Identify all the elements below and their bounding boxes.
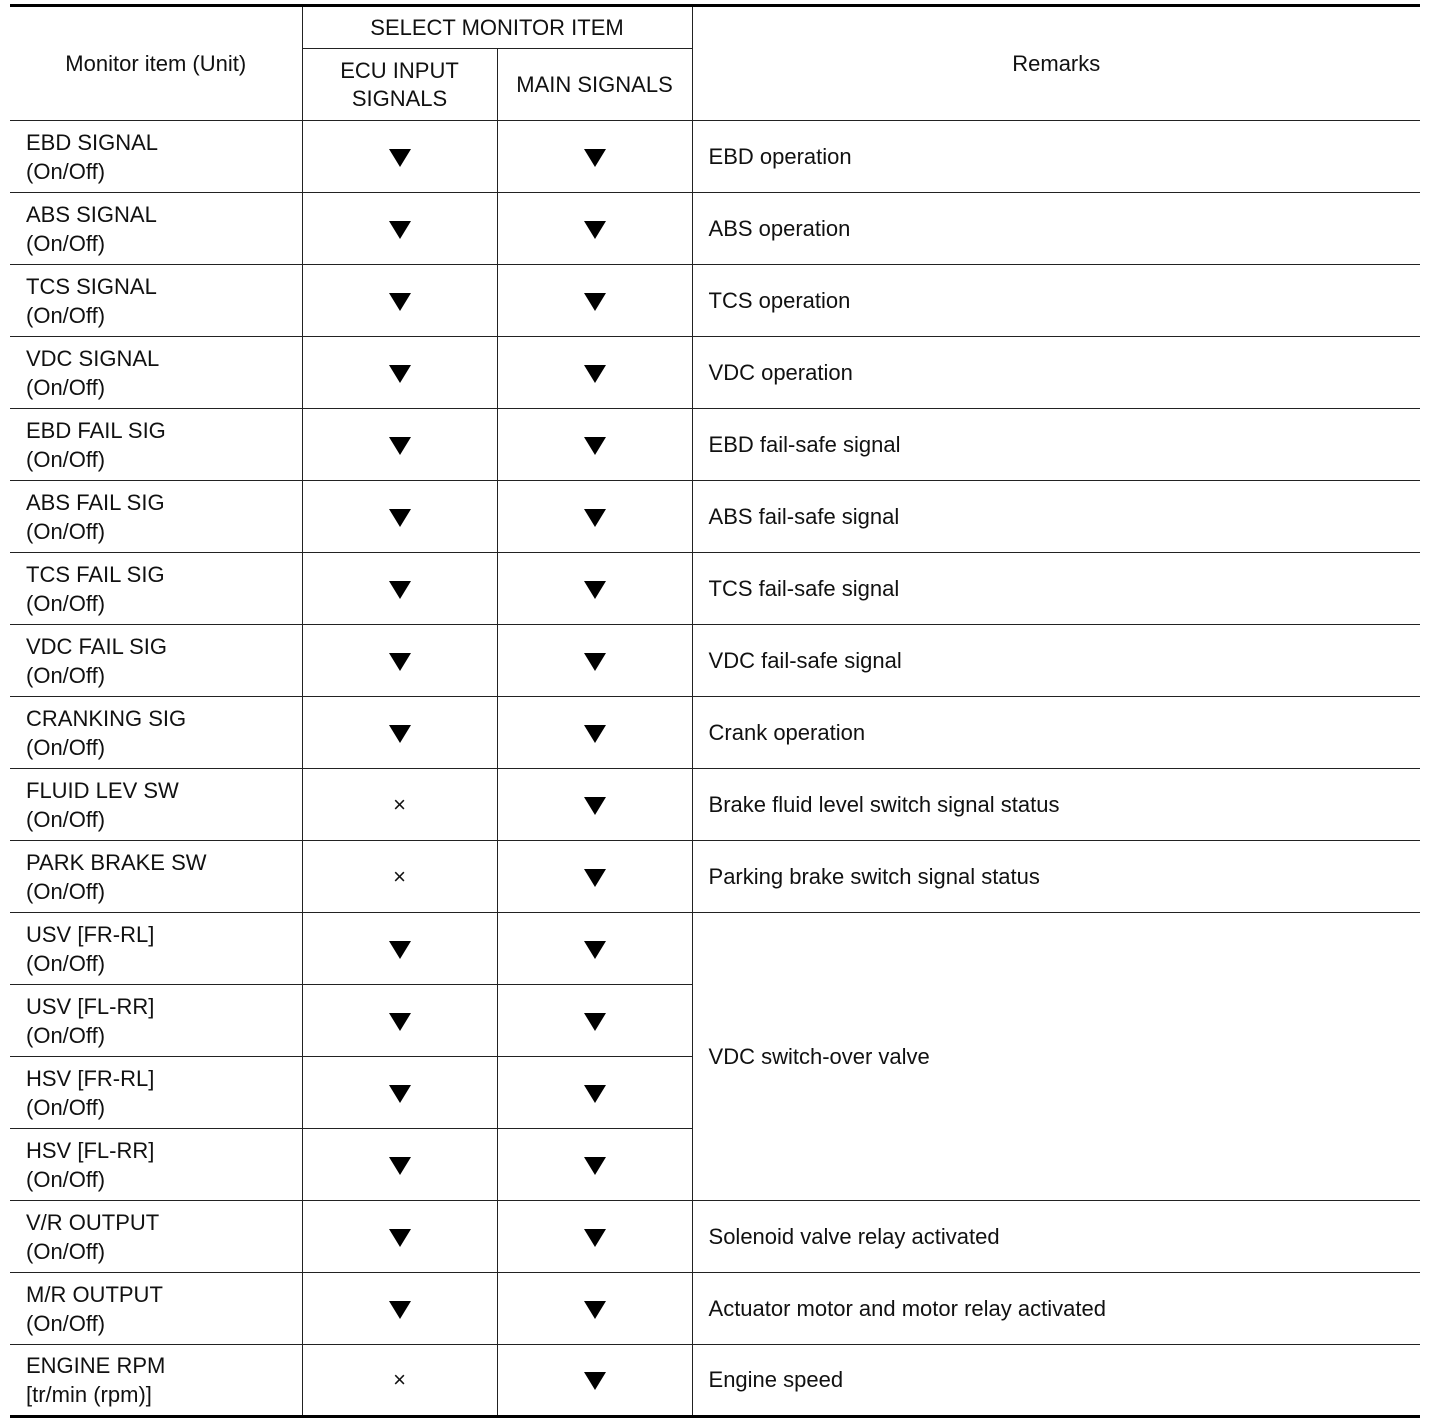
monitor-item-table bbox=[10, 4, 1420, 1418]
monitor-item-name: EBD SIGNAL bbox=[26, 129, 159, 155]
main-signals-cell bbox=[497, 1129, 692, 1201]
monitor-item-unit: (On/Off) bbox=[26, 518, 106, 544]
selected-triangle-icon bbox=[389, 293, 411, 311]
main-signals-cell bbox=[497, 1273, 692, 1345]
main-signals-cell bbox=[497, 265, 692, 337]
ecu-input-signals-cell bbox=[302, 1273, 497, 1345]
selected-triangle-icon bbox=[389, 1085, 411, 1103]
monitor-item-cell bbox=[10, 769, 302, 841]
monitor-item-cell bbox=[10, 1201, 302, 1273]
ecu-input-signals-cell bbox=[302, 841, 497, 913]
monitor-item-name: TCS SIGNAL bbox=[26, 273, 157, 299]
selected-triangle-icon bbox=[389, 725, 411, 743]
header-monitor-item: Monitor item (Unit) bbox=[10, 6, 302, 121]
main-signals-cell bbox=[497, 1201, 692, 1273]
monitor-item-cell bbox=[10, 1057, 302, 1129]
selected-triangle-icon bbox=[389, 941, 411, 959]
monitor-item-cell bbox=[10, 1129, 302, 1201]
remarks-cell: Solenoid valve relay activated bbox=[692, 1201, 1420, 1273]
monitor-item-name: V/R OUTPUT bbox=[26, 1209, 160, 1235]
monitor-item-cell bbox=[10, 481, 302, 553]
ecu-input-signals-cell bbox=[302, 697, 497, 769]
selected-triangle-icon bbox=[584, 293, 606, 311]
header-main-signals: MAIN SIGNALS bbox=[497, 49, 692, 121]
main-signals-cell bbox=[497, 913, 692, 985]
table-row bbox=[10, 1201, 1420, 1273]
main-signals-cell bbox=[497, 1057, 692, 1129]
monitor-item-cell bbox=[10, 553, 302, 625]
selected-triangle-icon bbox=[584, 797, 606, 815]
selected-triangle-icon bbox=[389, 509, 411, 527]
remarks-cell: Brake fluid level switch signal status bbox=[692, 769, 1420, 841]
selected-triangle-icon bbox=[389, 1157, 411, 1175]
ecu-input-signals-cell bbox=[302, 481, 497, 553]
selected-triangle-icon bbox=[584, 941, 606, 959]
table-row bbox=[10, 193, 1420, 265]
remarks-cell: EBD operation bbox=[692, 121, 1420, 193]
monitor-item-name: ENGINE RPM bbox=[26, 1353, 166, 1378]
ecu-input-signals-cell bbox=[302, 409, 497, 481]
monitor-item-cell bbox=[10, 913, 302, 985]
monitor-item-cell bbox=[10, 697, 302, 769]
monitor-item-name: VDC SIGNAL bbox=[26, 345, 160, 371]
remarks-cell: Parking brake switch signal status bbox=[692, 841, 1420, 913]
selected-triangle-icon bbox=[389, 1229, 411, 1247]
monitor-item-unit: (On/Off) bbox=[26, 950, 106, 976]
remarks-cell: TCS fail-safe signal bbox=[692, 553, 1420, 625]
monitor-item-cell bbox=[10, 409, 302, 481]
header-remarks: Remarks bbox=[692, 6, 1420, 121]
ecu-input-signals-cell bbox=[302, 193, 497, 265]
monitor-item-name: CRANKING SIG bbox=[26, 705, 187, 731]
selected-triangle-icon bbox=[584, 1372, 606, 1390]
monitor-item-name: HSV [FR-RL] bbox=[26, 1065, 155, 1091]
selected-triangle-icon bbox=[584, 1301, 606, 1319]
selected-triangle-icon bbox=[584, 221, 606, 239]
selected-triangle-icon bbox=[584, 1157, 606, 1175]
table-row bbox=[10, 769, 1420, 841]
ecu-input-signals-cell bbox=[302, 1057, 497, 1129]
selected-triangle-icon bbox=[389, 365, 411, 383]
monitor-item-unit: (On/Off) bbox=[26, 374, 106, 400]
selected-triangle-icon bbox=[584, 149, 606, 167]
table-row bbox=[10, 553, 1420, 625]
ecu-input-signals-cell bbox=[302, 625, 497, 697]
monitor-item-unit: (On/Off) bbox=[26, 590, 106, 616]
header-select-monitor-item: SELECT MONITOR ITEM bbox=[302, 6, 692, 49]
main-signals-cell bbox=[497, 625, 692, 697]
monitor-item-cell bbox=[10, 121, 302, 193]
table-row bbox=[10, 481, 1420, 553]
table-row bbox=[10, 697, 1420, 769]
monitor-item-unit: (On/Off) bbox=[26, 446, 106, 472]
monitor-item-cell bbox=[10, 985, 302, 1057]
selected-triangle-icon bbox=[389, 149, 411, 167]
monitor-item-name: HSV [FL-RR] bbox=[26, 1137, 155, 1163]
not-selected-cross-icon: × bbox=[393, 791, 406, 817]
main-signals-cell bbox=[497, 121, 692, 193]
selected-triangle-icon bbox=[584, 869, 606, 887]
table-body bbox=[10, 121, 1420, 1417]
monitor-item-name: ABS FAIL SIG bbox=[26, 489, 165, 515]
monitor-item-cell bbox=[10, 1345, 302, 1417]
ecu-input-signals-cell bbox=[302, 913, 497, 985]
table-row bbox=[10, 841, 1420, 913]
monitor-item-name: VDC FAIL SIG bbox=[26, 633, 168, 659]
selected-triangle-icon bbox=[389, 437, 411, 455]
selected-triangle-icon bbox=[389, 221, 411, 239]
monitor-item-name: FLUID LEV SW bbox=[26, 777, 179, 803]
monitor-item-unit: (On/Off) bbox=[26, 662, 106, 688]
remarks-cell: Engine speed bbox=[692, 1345, 1420, 1417]
table-row bbox=[10, 1345, 1420, 1417]
remarks-cell: Actuator motor and motor relay activated bbox=[692, 1273, 1420, 1345]
monitor-item-name: M/R OUTPUT bbox=[26, 1281, 163, 1307]
main-signals-cell bbox=[497, 769, 692, 841]
ecu-input-signals-cell bbox=[302, 769, 497, 841]
selected-triangle-icon bbox=[584, 1229, 606, 1247]
ecu-input-signals-cell bbox=[302, 1201, 497, 1273]
table-row bbox=[10, 121, 1420, 193]
ecu-input-signals-cell bbox=[302, 553, 497, 625]
monitor-item-name: USV [FL-RR] bbox=[26, 993, 155, 1019]
table-row bbox=[10, 409, 1420, 481]
monitor-item-name: PARK BRAKE SW bbox=[26, 849, 207, 875]
monitor-item-unit: (On/Off) bbox=[26, 158, 106, 184]
selected-triangle-icon bbox=[584, 437, 606, 455]
remarks-cell: ABS fail-safe signal bbox=[692, 481, 1420, 553]
monitor-item-cell bbox=[10, 337, 302, 409]
remarks-cell: VDC fail-safe signal bbox=[692, 625, 1420, 697]
ecu-input-signals-cell bbox=[302, 265, 497, 337]
remarks-cell: Crank operation bbox=[692, 697, 1420, 769]
monitor-item-unit: (On/Off) bbox=[26, 734, 106, 760]
table-row bbox=[10, 913, 1420, 985]
header-ecu-input-signals-label: ECU INPUT SIGNALS bbox=[340, 57, 459, 111]
monitor-item-unit: (On/Off) bbox=[26, 878, 106, 904]
table-row bbox=[10, 265, 1420, 337]
remarks-cell: VDC operation bbox=[692, 337, 1420, 409]
monitor-item-unit: [tr/min (rpm)] bbox=[26, 1382, 152, 1407]
monitor-item-unit: (On/Off) bbox=[26, 302, 106, 328]
selected-triangle-icon bbox=[389, 581, 411, 599]
monitor-item-cell bbox=[10, 841, 302, 913]
selected-triangle-icon bbox=[584, 1085, 606, 1103]
monitor-item-name: EBD FAIL SIG bbox=[26, 417, 166, 443]
selected-triangle-icon bbox=[584, 509, 606, 527]
selected-triangle-icon bbox=[389, 1301, 411, 1319]
remarks-cell: TCS operation bbox=[692, 265, 1420, 337]
ecu-input-signals-cell bbox=[302, 121, 497, 193]
monitor-item-unit: (On/Off) bbox=[26, 806, 106, 832]
monitor-item-cell bbox=[10, 193, 302, 265]
monitor-item-unit: (On/Off) bbox=[26, 1094, 106, 1120]
monitor-item-cell bbox=[10, 625, 302, 697]
selected-triangle-icon bbox=[584, 725, 606, 743]
monitor-item-unit: (On/Off) bbox=[26, 1022, 106, 1048]
monitor-item-cell bbox=[10, 1273, 302, 1345]
ecu-input-signals-cell bbox=[302, 1345, 497, 1417]
monitor-item-name: ABS SIGNAL bbox=[26, 201, 157, 227]
selected-triangle-icon bbox=[389, 653, 411, 671]
selected-triangle-icon bbox=[584, 653, 606, 671]
main-signals-cell bbox=[497, 553, 692, 625]
main-signals-cell bbox=[497, 193, 692, 265]
main-signals-cell bbox=[497, 337, 692, 409]
selected-triangle-icon bbox=[584, 581, 606, 599]
main-signals-cell bbox=[497, 1345, 692, 1417]
ecu-input-signals-cell bbox=[302, 337, 497, 409]
monitor-item-unit: (On/Off) bbox=[26, 1310, 106, 1336]
selected-triangle-icon bbox=[584, 365, 606, 383]
ecu-input-signals-cell bbox=[302, 985, 497, 1057]
monitor-item-unit: (On/Off) bbox=[26, 1238, 106, 1264]
not-selected-cross-icon: × bbox=[393, 1367, 406, 1392]
not-selected-cross-icon: × bbox=[393, 863, 406, 889]
selected-triangle-icon bbox=[389, 1013, 411, 1031]
ecu-input-signals-cell bbox=[302, 1129, 497, 1201]
main-signals-cell bbox=[497, 985, 692, 1057]
header-ecu-input-signals bbox=[302, 49, 497, 121]
main-signals-cell bbox=[497, 409, 692, 481]
monitor-item-name: TCS FAIL SIG bbox=[26, 561, 165, 587]
main-signals-cell bbox=[497, 841, 692, 913]
remarks-cell: VDC switch-over valve bbox=[692, 913, 1420, 1201]
monitor-item-unit: (On/Off) bbox=[26, 1166, 106, 1192]
monitor-item-cell bbox=[10, 265, 302, 337]
monitor-item-unit: (On/Off) bbox=[26, 230, 106, 256]
table-row bbox=[10, 337, 1420, 409]
remarks-cell: EBD fail-safe signal bbox=[692, 409, 1420, 481]
table-row bbox=[10, 625, 1420, 697]
remarks-cell: ABS operation bbox=[692, 193, 1420, 265]
selected-triangle-icon bbox=[584, 1013, 606, 1031]
main-signals-cell bbox=[497, 697, 692, 769]
main-signals-cell bbox=[497, 481, 692, 553]
monitor-item-name: USV [FR-RL] bbox=[26, 921, 155, 947]
table-row bbox=[10, 1273, 1420, 1345]
